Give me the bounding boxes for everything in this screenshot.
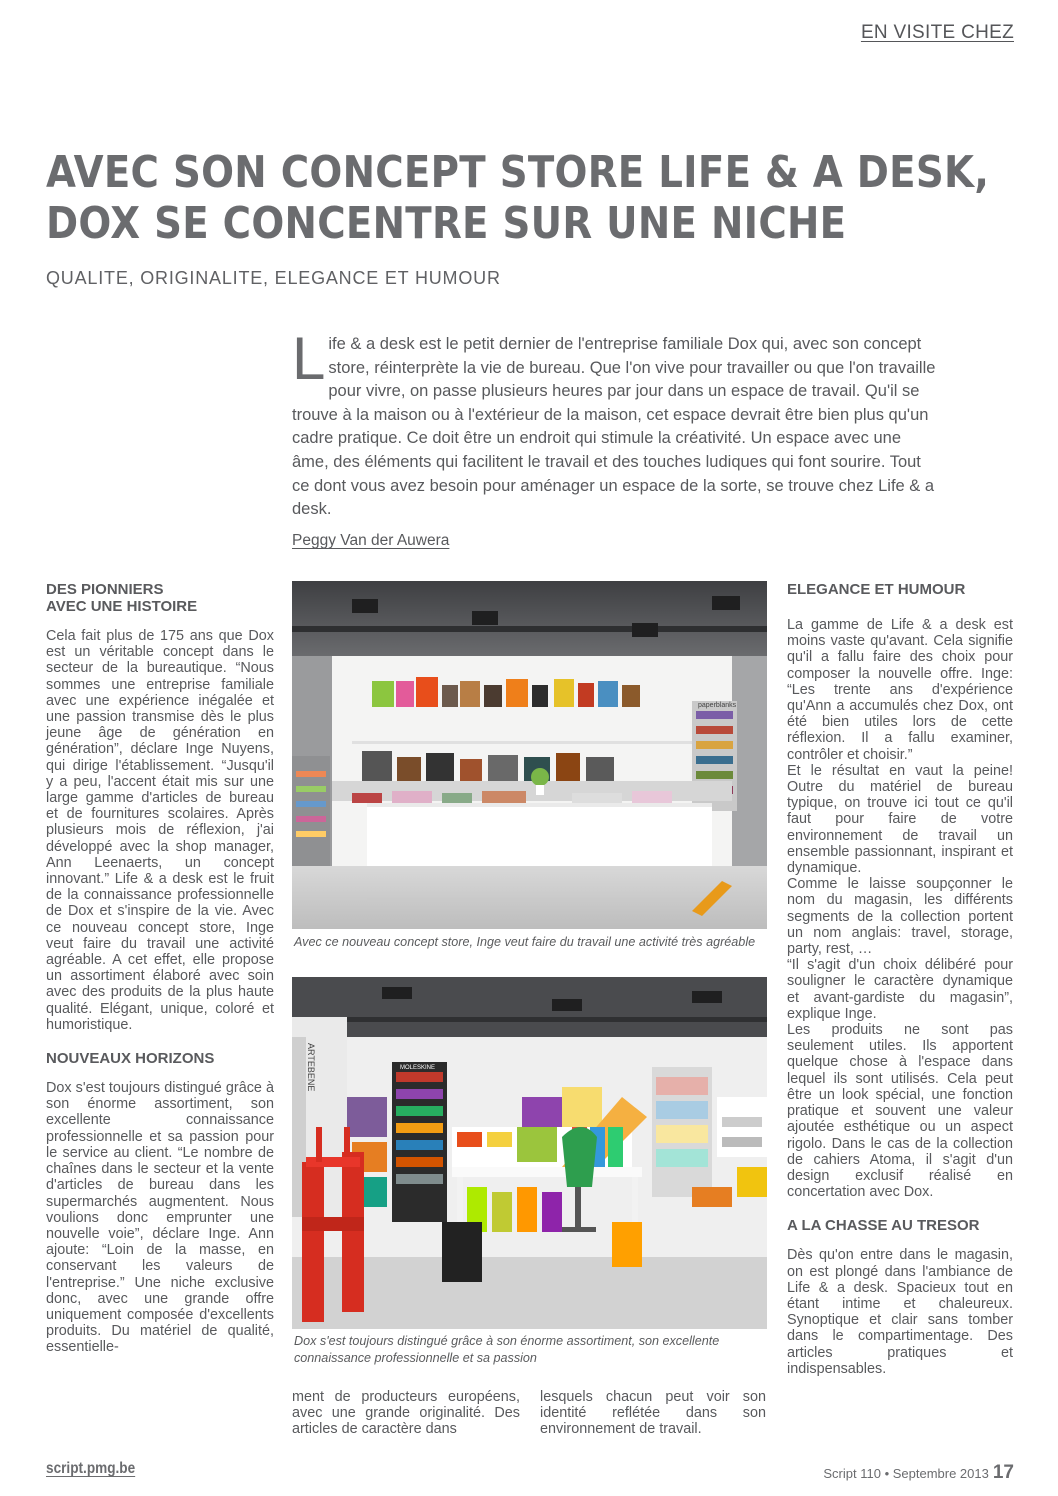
right-paragraph-5: Les produits ne sont pas seulement utiles. Ils apportent quelque chose à l'espace dans lequel ils sont utilisés. Cela peut être un look spécial, une fonction pratique et souvent une valeur ajoutée esthétique ou un aspect rigolo. Dans le cas de la collection de cahiers Atoma, il s'agit d'un design exclusif réalisé en concertation avec Dox. (787, 1022, 1013, 1201)
right-paragraph-1: La gamme de Life & a desk est moins vaste qu'avant. Cela signifie qu'il a fallu faire des choix pour composer la nouvelle offre. Inge: “Les trente ans d'expérience qu'Ann a accumulés chez Dox, ont été bien utiles lors de cette réflexion. Il a fallu examiner, contrôler et choisir.” (787, 617, 1013, 763)
right-paragraph-3: Comme le laisse soupçonner le nom du magasin, les différents segments de la collection portent un nom anglais: travel, storage, party, rest, … (787, 876, 1013, 958)
right-paragraph-6: Dès qu'on entre dans le magasin, on est plongé dans l'ambiance de Life & a desk. Spacieux tout en étant intime et chaleureux. Synoptique et clair sans tomber dans le compartimentage. Des articles pratiques et indispensables. (787, 1247, 1013, 1377)
page-number: 17 (992, 1462, 1014, 1483)
left-column (46, 581, 274, 1356)
bottom-column-2 (540, 1389, 766, 1438)
photo-caption-2: Dox s'est toujours distingué grâce à son énorme assortiment, son excellente connaissance professionnelle et sa passion (294, 1334, 720, 1365)
footer-issue (823, 1462, 1014, 1484)
left-paragraph-1: Cela fait plus de 175 ans que Dox est un véritable concept dans le secteur de la bureautique. “Nous sommes une entreprise familiale avec une expérience inégalée et une passion transmise dès le plus jeune âge de génération en génération”, déclare Inge Nuyens, qui dirige l'établissement. “Jusqu'il y a peu, l'accent était mis sur une large gamme d'articles de bureau et de fournitures scolaires. Après plusieurs mois de réflexion, j'ai développé avec la shop manager, Ann Leenaerts, un concept innovant.” Life & a desk est le fruit de la connaissance professionnelle de Dox et s'inspire de la vie. Avec ce nouveau concept store, Inge veut faire du travail une activité agréable. A cet effet, elle propose un assortiment élaboré avec soin avec des produits de la plus haute qualité. Elégant, unique, coloré et humoristique. (46, 628, 274, 1033)
bottom-text-2: lesquels chacun peut voir son identité reflétée dans son environnement de travail. (540, 1389, 766, 1438)
footer-website: script.pmg.be (46, 1460, 136, 1477)
store-photo-2 (292, 977, 767, 1329)
store-counter-image (292, 581, 767, 929)
sign-paperblanks: paperblanks (698, 702, 737, 709)
sign-artebene: ARTEBENE (306, 1043, 316, 1092)
store-interior-image (292, 977, 767, 1329)
right-paragraph-2: Et le résultat en vaut la peine! Outre du matériel de bureau typique, on trouve ici tout ce qu'il faut pour faire de votre environnement de travail un ensemble passionnant, inspirant et dynamique. (787, 762, 1013, 877)
lead-paragraph (292, 325, 942, 522)
section-tag: EN VISITE CHEZ (860, 22, 1014, 43)
heading-pionniers: DES PIONNIERS AVEC UNE HISTOIRE (46, 581, 198, 615)
lead-text: ife & a desk est le petit dernier de l'entreprise familiale Dox qui, avec son concept store, réinterprète la vie de bureau. Que l'on vive pour travailler ou que l'on travaille pour vivre, on passe plusieurs heures par jour dans un espace de travail. Qu'il se trouve à la maison ou à l'extérieur de la maison, cet espace devrait être bien plus qu'un cadre pratique. Ce doit être un endroit qui stimule la créativité. Un espace avec une âme, des éléments qui facilitent le travail et des touches ludiques qui font sourire. Tout ce dont vous avez besoin pour aménager un espace de la sorte, se trouve chez Life & a desk. (292, 335, 936, 519)
headline-line-2: DOX SE CONCENTRE SUR UNE NICHE (46, 198, 847, 249)
heading-elegance: ELEGANCE ET HUMOUR (787, 581, 966, 598)
bottom-column-1 (292, 1389, 520, 1438)
headline (46, 147, 990, 249)
drop-cap: L (292, 325, 326, 392)
right-paragraph-4: “Il s'agit d'un choix délibéré pour souligner le caractère dynamique et avant-gardiste du magasin”, explique Inge. (787, 957, 1013, 1022)
photo-caption-1: Avec ce nouveau concept store, Inge veut faire du travail une activité très agréable (294, 935, 756, 949)
store-photo-1 (292, 581, 767, 929)
left-paragraph-2: Dox s'est toujours distingué grâce à son énorme assortiment, son excellente connaissance professionnelle et sa passion pour le service au client. “Le nombre de chaînes dans le secteur et la vente d'articles de bureau dans les supermarchés augmentent. Nous voulions donc emprunter une nouvelle voie”, déclare Inge. Ann ajoute: “Loin de la masse, en conservant les valeurs de l'entreprise.” Une niche exclusive donc, avec une grande offre uniquement composée d'excellents produits. Du matériel de qualité, essentielle- (46, 1080, 274, 1356)
heading-nouveaux-horizons: NOUVEAUX HORIZONS (46, 1050, 215, 1068)
right-column (787, 581, 1013, 1377)
headline-line-1: AVEC SON CONCEPT STORE LIFE & A DESK, (46, 147, 990, 198)
author-byline: Peggy Van der Auwera (292, 532, 450, 549)
sign-moleskine: MOLESKINE (400, 1065, 436, 1071)
subheadline: QUALITE, ORIGINALITE, ELEGANCE ET HUMOUR (46, 268, 501, 288)
footer-issue-text: Script 110 • Septembre 2013 (823, 1466, 989, 1481)
bottom-text-1: ment de producteurs européens, avec une grande originalité. Des articles de caractère dans (292, 1389, 520, 1438)
heading-chasse-au-tresor: A LA CHASSE AU TRESOR (787, 1217, 980, 1235)
